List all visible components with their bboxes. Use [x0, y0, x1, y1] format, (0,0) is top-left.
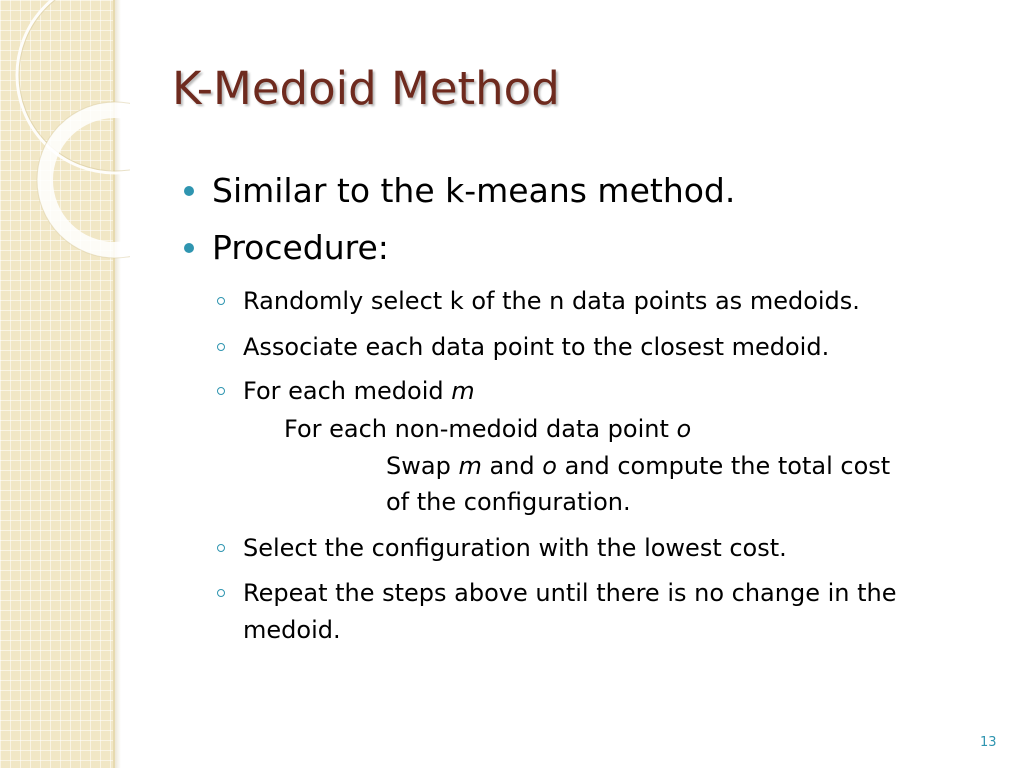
variable-m: m	[458, 452, 482, 480]
sub-bullet-ring-icon	[217, 589, 225, 597]
sub-bullet-ring-icon	[217, 387, 225, 395]
nested-line-text: of the configuration.	[386, 488, 631, 516]
bullet-text: Procedure:	[212, 228, 389, 267]
sub-bullet-repeat-continuation	[243, 612, 341, 648]
sub-bullet-ring-icon	[217, 297, 225, 305]
bullet-text: Similar to the k-means method.	[212, 171, 736, 210]
slide-title: K-Medoid Method	[172, 62, 560, 115]
sub-bullet-text: Repeat the steps above until there is no change in the	[243, 579, 897, 607]
bullet-dot-icon	[184, 243, 194, 253]
sub-bullet-text: Select the configuration with the lowest cost.	[243, 534, 787, 562]
sub-bullet-ring-icon	[217, 343, 225, 351]
nested-line-configuration	[386, 484, 631, 520]
sub-bullet-text: medoid.	[243, 616, 341, 644]
variable-o: o	[542, 452, 557, 480]
nested-line-text: Swap	[386, 452, 459, 480]
nested-line-text: and	[481, 452, 543, 480]
nested-line-text: For each non-medoid data point	[284, 415, 677, 443]
decorative-circles	[0, 0, 130, 300]
sub-bullet-text: Randomly select k of the n data points as medoids.	[243, 287, 860, 315]
bullet-dot-icon	[184, 186, 194, 196]
nested-line-non-medoid	[284, 411, 691, 447]
page-number: 13	[980, 735, 997, 750]
sub-bullet-ring-icon	[217, 544, 225, 552]
nested-line-text: and compute the total cost	[556, 452, 891, 480]
variable-o: o	[676, 415, 692, 443]
variable-m: m	[451, 377, 475, 405]
sub-bullet-text: Associate each data point to the closest medoid.	[243, 333, 830, 361]
nested-line-swap	[386, 448, 890, 484]
sub-bullet-text	[243, 373, 475, 409]
sub-bullet-text-part: For each medoid	[243, 377, 452, 405]
